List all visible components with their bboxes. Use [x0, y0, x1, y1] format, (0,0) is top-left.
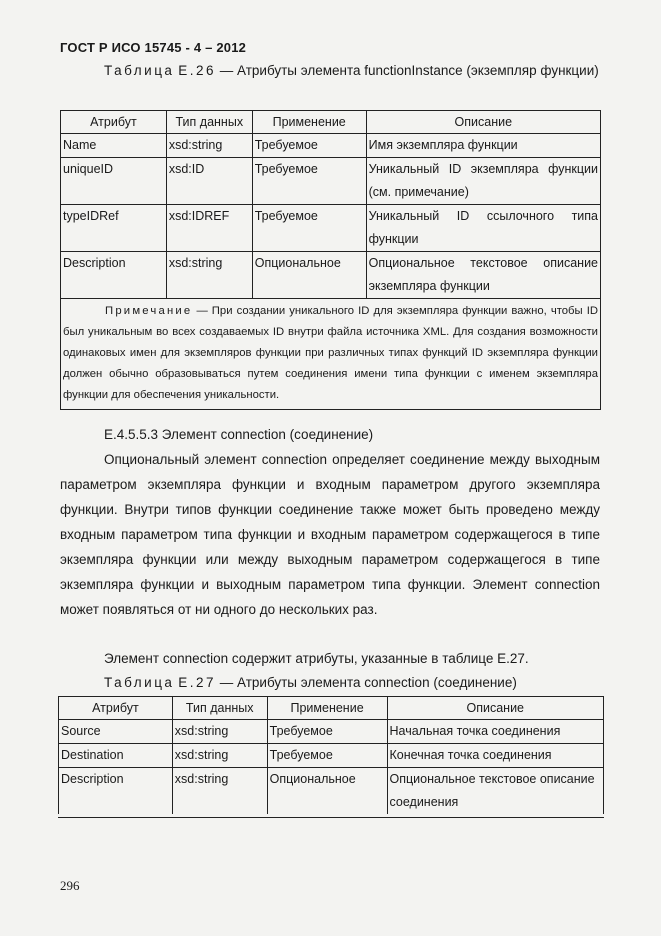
table-row [59, 720, 604, 744]
section-title: Е.4.5.5.3 Элемент connection (соединение) [104, 427, 374, 442]
cell-description: Конечная точка соединения [387, 744, 603, 768]
table1-caption-number: Е.26 [178, 63, 216, 78]
paragraph: Опциональный элемент connection определяет соединение между выходным параметром экземпляра функции и входным параметром другого экземпляра функции. Внутри типов функции соединение также может быть проведено между входным параметром типа функции и входным параметром содержащегося в типе экземпляра функции или между выходным параметром содержащегося в типе экземпляра функции и выходным параметром типа функции. Элемент connection может появляться от ни одного до нескольких раз. [60, 452, 600, 617]
note-label: Примечание [105, 305, 193, 317]
table2-caption-label: Таблица [104, 675, 175, 690]
column-header-description: Описание [366, 111, 600, 134]
table-function-instance [60, 110, 601, 410]
document-header: ГОСТ Р ИСО 15745 - 4 – 2012 [60, 40, 247, 55]
table-connection [58, 696, 604, 814]
cell-usage: Требуемое [252, 158, 366, 205]
cell-datatype: xsd:ID [166, 158, 252, 205]
cell-usage: Требуемое [267, 720, 387, 744]
table1-caption-label: Таблица [104, 63, 175, 78]
column-header-description: Описание [387, 697, 603, 720]
column-header-usage: Применение [252, 111, 366, 134]
table1-caption [60, 58, 600, 83]
cell-description: Уникальный ID экземпляра функции (см. примечание) [366, 158, 600, 205]
table2-caption [60, 670, 600, 695]
table-row [61, 252, 601, 299]
table-note [61, 299, 601, 410]
table-row [61, 134, 601, 158]
cell-usage: Опциональное [252, 252, 366, 299]
cell-description: Имя экземпляра функции [366, 134, 600, 158]
cell-usage: Требуемое [252, 205, 366, 252]
cell-description: Опциональное текстовое описание экземпляра функции [366, 252, 600, 299]
table1-caption-text: — Атрибуты элемента functionInstance (экземпляр функции) [219, 63, 599, 78]
cell-attribute: Destination [59, 744, 173, 768]
page-number: 296 [60, 878, 80, 893]
table2-caption-text: — Атрибуты элемента connection (соединение) [219, 675, 517, 690]
cell-datatype: xsd:string [172, 720, 267, 744]
cell-datatype: xsd:string [166, 134, 252, 158]
column-header-attribute: Атрибут [59, 697, 173, 720]
cell-attribute: uniqueID [61, 158, 167, 205]
table-row [61, 205, 601, 252]
table-note-row [61, 299, 601, 410]
table-row [59, 768, 604, 815]
column-header-datatype: Тип данных [166, 111, 252, 134]
cell-datatype: xsd:IDREF [166, 205, 252, 252]
table-row [61, 158, 601, 205]
table-header-row [61, 111, 601, 134]
cell-usage: Требуемое [267, 744, 387, 768]
cell-description: Начальная точка соединения [387, 720, 603, 744]
cell-datatype: xsd:string [172, 744, 267, 768]
table-header-row [59, 697, 604, 720]
cell-attribute: Description [61, 252, 167, 299]
cell-attribute: Description [59, 768, 173, 815]
note-text: — При создании уникального ID для экземпляра функции важно, чтобы ID был уникальным во всех создаваемых ID внутри файла источника XML. Для создания возможности одинаковых имен для экземпляров функции при различных типах функций ID экземпляра функции должен обычно образовываться путем соединения имени типа функции с именем экземпляра функции для обеспечения уникальности. [63, 305, 598, 401]
cell-usage: Опциональное [267, 768, 387, 815]
column-header-attribute: Атрибут [61, 111, 167, 134]
cell-usage: Требуемое [252, 134, 366, 158]
cell-datatype: xsd:string [166, 252, 252, 299]
cell-attribute: Name [61, 134, 167, 158]
table-row [59, 744, 604, 768]
cell-datatype: xsd:string [172, 768, 267, 815]
table-bottom-rule [58, 817, 604, 818]
cell-description: Уникальный ID ссылочного типа функции [366, 205, 600, 252]
column-header-usage: Применение [267, 697, 387, 720]
cell-attribute: typeIDRef [61, 205, 167, 252]
cell-attribute: Source [59, 720, 173, 744]
paragraph: Элемент connection содержит атрибуты, указанные в таблице Е.27. [104, 651, 529, 666]
column-header-datatype: Тип данных [172, 697, 267, 720]
table2-caption-number: Е.27 [178, 675, 216, 690]
cell-description: Опциональное текстовое описание соединения [387, 768, 603, 815]
